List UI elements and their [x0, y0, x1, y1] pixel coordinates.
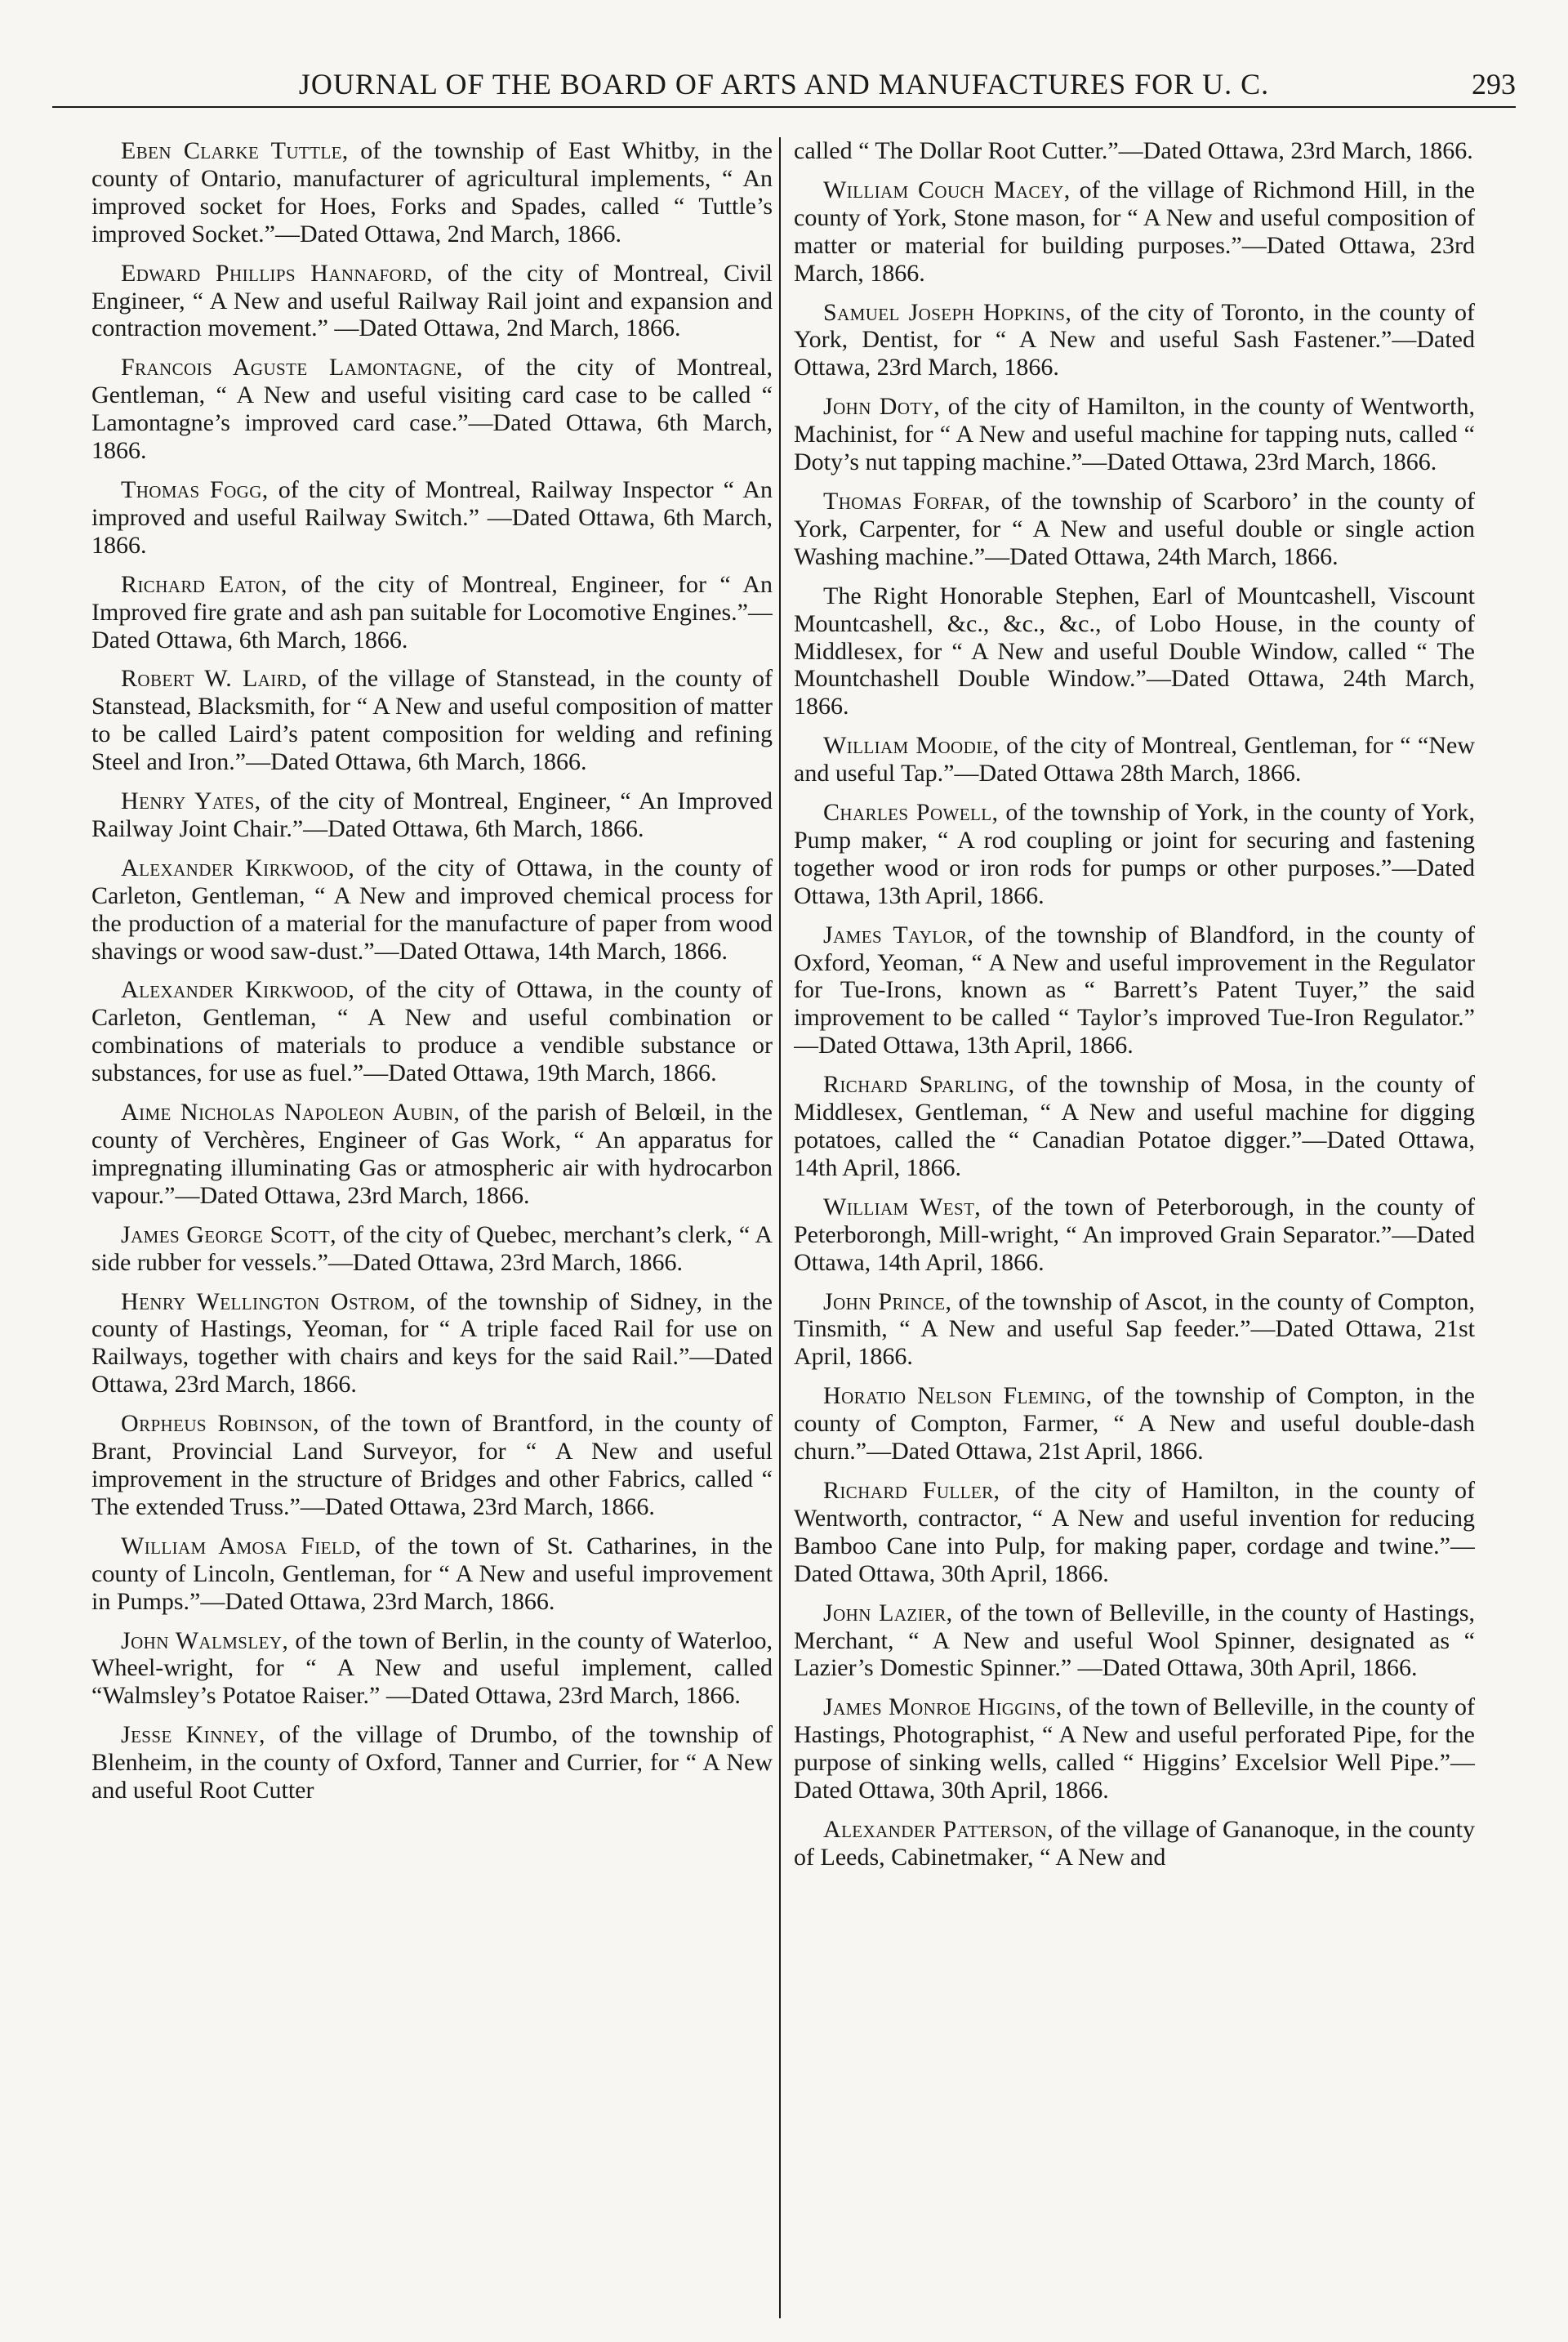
patent-description: of the township of York, in the county of York, Pump maker, “ A rod coupling or joint for securing and fastening together wood or iron rods for pumps or other purposes.”—Dated Ottawa, 13th April, 1866. — [794, 799, 1475, 909]
patentee-name: James Monroe Higgins, — [823, 1693, 1062, 1721]
patent-description: of the township of Compton, in the county of Compton, Farmer, “ A New and useful double-dash churn.”—Dated Ottawa, 21st April, 1866. — [794, 1382, 1475, 1465]
patent-description: of the city of Montreal, Engineer, “ An Improved Railway Joint Chair.”—Dated Ottawa, 6th March, 1866. — [91, 787, 773, 842]
patent-entry — [794, 582, 1475, 721]
patent-entry — [91, 476, 773, 560]
patentee-name: John Doty, — [823, 393, 941, 421]
patent-entry — [91, 1099, 773, 1210]
column-rule — [779, 137, 794, 2318]
patentee-name: Thomas Forfar, — [823, 487, 991, 515]
patentee-name: Eben Clarke Tuttle, — [121, 137, 349, 164]
two-column-body — [91, 137, 1480, 2318]
patentee-name: James George Scott, — [121, 1220, 337, 1248]
patentee-name: Alexander Kirkwood, — [121, 854, 355, 881]
patent-entry — [794, 921, 1475, 1060]
patent-entry — [91, 665, 773, 776]
patentee-name: Alexander Kirkwood, — [121, 976, 355, 1004]
patent-entry — [794, 299, 1475, 382]
patent-description: of the city of Toronto, in the county of York, Dentist, for “ A New and useful Sash Fastener.”—Dated Ottawa, 23rd March, 1866. — [794, 298, 1475, 381]
patent-entry — [91, 1627, 773, 1711]
patent-entry — [91, 976, 773, 1087]
patentee-name: Richard Fuller, — [823, 1476, 1000, 1504]
patent-description: of the village of Stanstead, in the county of Stanstead, Blacksmith, for “ A New and useful composition of matter to be called Laird’s patent composition for welding and refining Steel and Iron.”—Dated Ottawa, 6th March, 1866. — [91, 665, 773, 776]
left-column — [91, 137, 773, 2318]
patent-description: of the town of Peterborough, in the county of Peterborongh, Mill-wright, “ An improved Grain Separator.”—Dated Ottawa, 14th April, 1866. — [794, 1193, 1475, 1276]
patent-entry — [91, 260, 773, 343]
patent-description: of the city of Hamilton, in the county of Wentworth, contractor, “ A New and useful invention for reducing Bamboo Cane into Pulp, for making paper, cordage and twine.”—Dated Ottawa, 30th April, 1866. — [794, 1476, 1475, 1587]
patentee-name: Alexander Patterson, — [823, 1815, 1054, 1843]
patent-entry — [794, 1693, 1475, 1804]
patentee-name: John Lazier, — [823, 1599, 953, 1626]
patent-entry — [794, 1382, 1475, 1465]
patent-entry — [794, 1599, 1475, 1683]
patentee-name: Orpheus Robinson, — [121, 1410, 319, 1438]
patentee-name: Aime Nicholas Napoleon Aubin, — [121, 1099, 461, 1126]
patent-description: of the township of Ascot, in the county of Compton, Tinsmith, “ A New and useful Sap feeder.”—Dated Ottawa, 21st April, 1866. — [794, 1287, 1475, 1371]
patentee-name: Richard Eaton, — [121, 570, 287, 598]
patent-entry — [794, 799, 1475, 910]
patent-description: of the town of St. Catharines, in the county of Lincoln, Gentleman, for “ A New and useful improvement in Pumps.”—Dated Ottawa, 23rd March, 1866. — [91, 1532, 773, 1615]
patent-description: of the city of Ottawa, in the county of Carleton, Gentleman, “ A New and useful combination or combinations of materials to produce a vendible substance or substances, for use as fuel.”—Dated Ottawa, 19th March, 1866. — [91, 976, 773, 1087]
patent-description: of the city of Montreal, Engineer, for “ An Improved fire grate and ash pan suitable for Locomotive Engines.”—Dated Ottawa, 6th March, 1866. — [91, 570, 773, 654]
patent-entry — [91, 1288, 773, 1399]
patentee-name: William Amosa Field, — [121, 1532, 362, 1559]
patentee-name: William Moodie, — [823, 732, 1000, 760]
patentee-name: Henry Yates, — [121, 787, 261, 815]
patent-description: of the city of Montreal, Civil Engineer, “ A New and useful Railway Rail joint and expansion and contraction movement.” —Dated Ottawa, 2nd March, 1866. — [91, 259, 773, 342]
patent-description: of the city of Montreal, Railway Inspector “ An improved and useful Railway Switch.” —Dated Ottawa, 6th March, 1866. — [91, 475, 773, 559]
patent-description: of the city of Montreal, Gentleman, for “ “New and useful Tap.”—Dated Ottawa 28th March, 1866. — [794, 732, 1475, 787]
patentee-name: John Prince, — [823, 1287, 952, 1315]
patent-entry — [91, 854, 773, 966]
patent-description: of the town of Berlin, in the county of Waterloo, Wheel-wright, for “ A New and useful implement, called “Walmsley’s Potatoe Raiser.” —Dated Ottawa, 23rd March, 1866. — [91, 1626, 773, 1710]
patent-entry — [91, 354, 773, 465]
patent-description: The Right Honorable Stephen, Earl of Mountcashell, Viscount Mountcashell, &c., &c., &c., of Lobo House, in the county of Middlesex, for “ A New and useful Double Window, called “ The Mountchashell Double Window.”—Dated Ottawa, 24th March, 1866. — [794, 582, 1475, 720]
patentee-name: James Taylor, — [823, 921, 974, 948]
patent-description: of the village of Richmond Hill, in the county of York, Stone mason, for “ A New and useful composition of matter or material for building purposes.”—Dated Ottawa, 23rd March, 1866. — [794, 176, 1475, 287]
patent-entry — [91, 571, 773, 654]
patent-entry — [794, 488, 1475, 571]
patent-description: of the parish of Belœil, in the county of Verchères, Engineer of Gas Work, “ An apparatus for impregnating illuminating Gas or atmospheric air with hydrocarbon vapour.”—Dated Ottawa, 23rd March, 1866. — [91, 1099, 773, 1209]
patentee-name: Jesse Kinney, — [121, 1721, 265, 1749]
patent-entry — [794, 137, 1475, 165]
patent-description: of the town of Brantford, in the county of Brant, Provincial Land Surveyor, for “ A New and useful improvement in the structure of Bridges and other Fabrics, called “ The extended Truss.”—Dated Ottawa, 23rd March, 1866. — [91, 1410, 773, 1520]
patentee-name: Charles Powell, — [823, 799, 999, 827]
patentee-name: Henry Wellington Ostrom, — [121, 1287, 416, 1315]
patent-description: of the town of Belleville, in the county of Hastings, Photographist, “ A New and useful perforated Pipe, for the purpose of sinking wells, called “ Higgins’ Excelsior Well Pipe.”—Dated Ottawa, 30th April, 1866. — [794, 1693, 1475, 1804]
patent-description: of the township of Blandford, in the county of Oxford, Yeoman, “ A New and useful improvement in the Regulator for Tue-Irons, known as “ Barrett’s Patent Tuyer,” the said improvement to be called “ Taylor’s improved Tue-Iron Regulator.” —Dated Ottawa, 13th April, 1866. — [794, 921, 1475, 1059]
patent-entry — [794, 1193, 1475, 1277]
patent-description: of the township of Mosa, in the county of Middlesex, Gentleman, “ A New and useful machine for digging potatoes, called the “ Canadian Potatoe digger.”—Dated Ottawa, 14th April, 1866. — [794, 1071, 1475, 1181]
patent-entry — [91, 1221, 773, 1277]
running-header — [52, 64, 1516, 108]
patentee-name: Thomas Fogg, — [121, 475, 269, 503]
patent-description: of the town of Belleville, in the county of Hastings, Merchant, “ A New and useful Wool Spinner, designated as “ Lazier’s Domestic Spinner.” —Dated Ottawa, 30th April, 1866. — [794, 1599, 1475, 1682]
patent-entry — [91, 787, 773, 843]
patent-description: of the township of Sidney, in the county of Hastings, Yeoman, for “ A triple faced Rail for use on Railways, together with chairs and keys for the said Rail.”—Dated Ottawa, 23rd March, 1866. — [91, 1287, 773, 1399]
patentee-name: Francois Aguste Lamontagne, — [121, 354, 463, 381]
patent-entry — [91, 1410, 773, 1521]
patent-entry — [794, 1071, 1475, 1182]
patent-description: of the city of Montreal, Gentleman, “ A New and useful visiting card case to be called “ Lamontagne’s improved card case.”—Dated Ottawa, 6th March, 1866. — [91, 354, 773, 465]
patent-entry — [91, 1721, 773, 1804]
patent-description: called “ The Dollar Root Cutter.”—Dated Ottawa, 23rd March, 1866. — [794, 137, 1473, 164]
patent-description: of the township of Scarboro’ in the county of York, Carpenter, for “ A New and useful double or single action Washing machine.”—Dated Ottawa, 24th March, 1866. — [794, 487, 1475, 570]
patentee-name: Samuel Joseph Hopkins, — [823, 298, 1072, 326]
patentee-name: Horatio Nelson Fleming, — [823, 1382, 1093, 1410]
patent-entry — [794, 1477, 1475, 1588]
patent-entry — [794, 176, 1475, 288]
patentee-name: John Walmsley, — [121, 1626, 289, 1654]
patent-entry — [794, 732, 1475, 787]
patent-entry — [91, 137, 773, 248]
page-number: 293 — [1472, 68, 1516, 100]
patent-entry — [91, 1532, 773, 1616]
patent-description: of the city of Quebec, merchant’s clerk, “ A side rubber for vessels.”—Dated Ottawa, 23rd March, 1866. — [91, 1220, 773, 1276]
patentee-name: Edward Phillips Hannaford, — [121, 259, 434, 287]
patent-entry — [794, 393, 1475, 476]
patent-entry — [794, 1816, 1475, 1871]
patent-description: of the township of East Whitby, in the county of Ontario, manufacturer of agricultural implements, “ An improved socket for Hoes, Forks and Spades, called “ Tuttle’s improved Socket.”—Dated Ottawa, 2nd March, 1866. — [91, 137, 773, 248]
patent-description: of the city of Hamilton, in the county of Wentworth, Machinist, for “ A New and useful machine for tapping nuts, called “ Doty’s nut tapping machine.”—Dated Ottawa, 23rd March, 1866. — [794, 393, 1475, 476]
patentee-name: Robert W. Laird, — [121, 665, 308, 693]
right-column — [794, 137, 1475, 2318]
patent-description: of the village of Gananoque, in the county of Leeds, Cabinetmaker, “ A New and — [794, 1815, 1475, 1871]
patent-entry — [794, 1288, 1475, 1372]
patentee-name: Richard Sparling, — [823, 1071, 1015, 1099]
patentee-name: William West, — [823, 1193, 982, 1220]
patent-description: of the city of Ottawa, in the county of Carleton, Gentleman, “ A New and improved chemical process for the production of a material for the manufacture of paper from wood shavings or wood saw-dust.”—Dated Ottawa, 14th March, 1866. — [91, 854, 773, 965]
journal-title: JOURNAL OF THE BOARD OF ARTS AND MANUFACTURES FOR U. C. — [298, 68, 1270, 100]
patent-description: of the village of Drumbo, of the township of Blenheim, in the county of Oxford, Tanner and Currier, for “ A New and useful Root Cutter — [91, 1721, 773, 1804]
patentee-name: William Couch Macey, — [823, 176, 1071, 203]
